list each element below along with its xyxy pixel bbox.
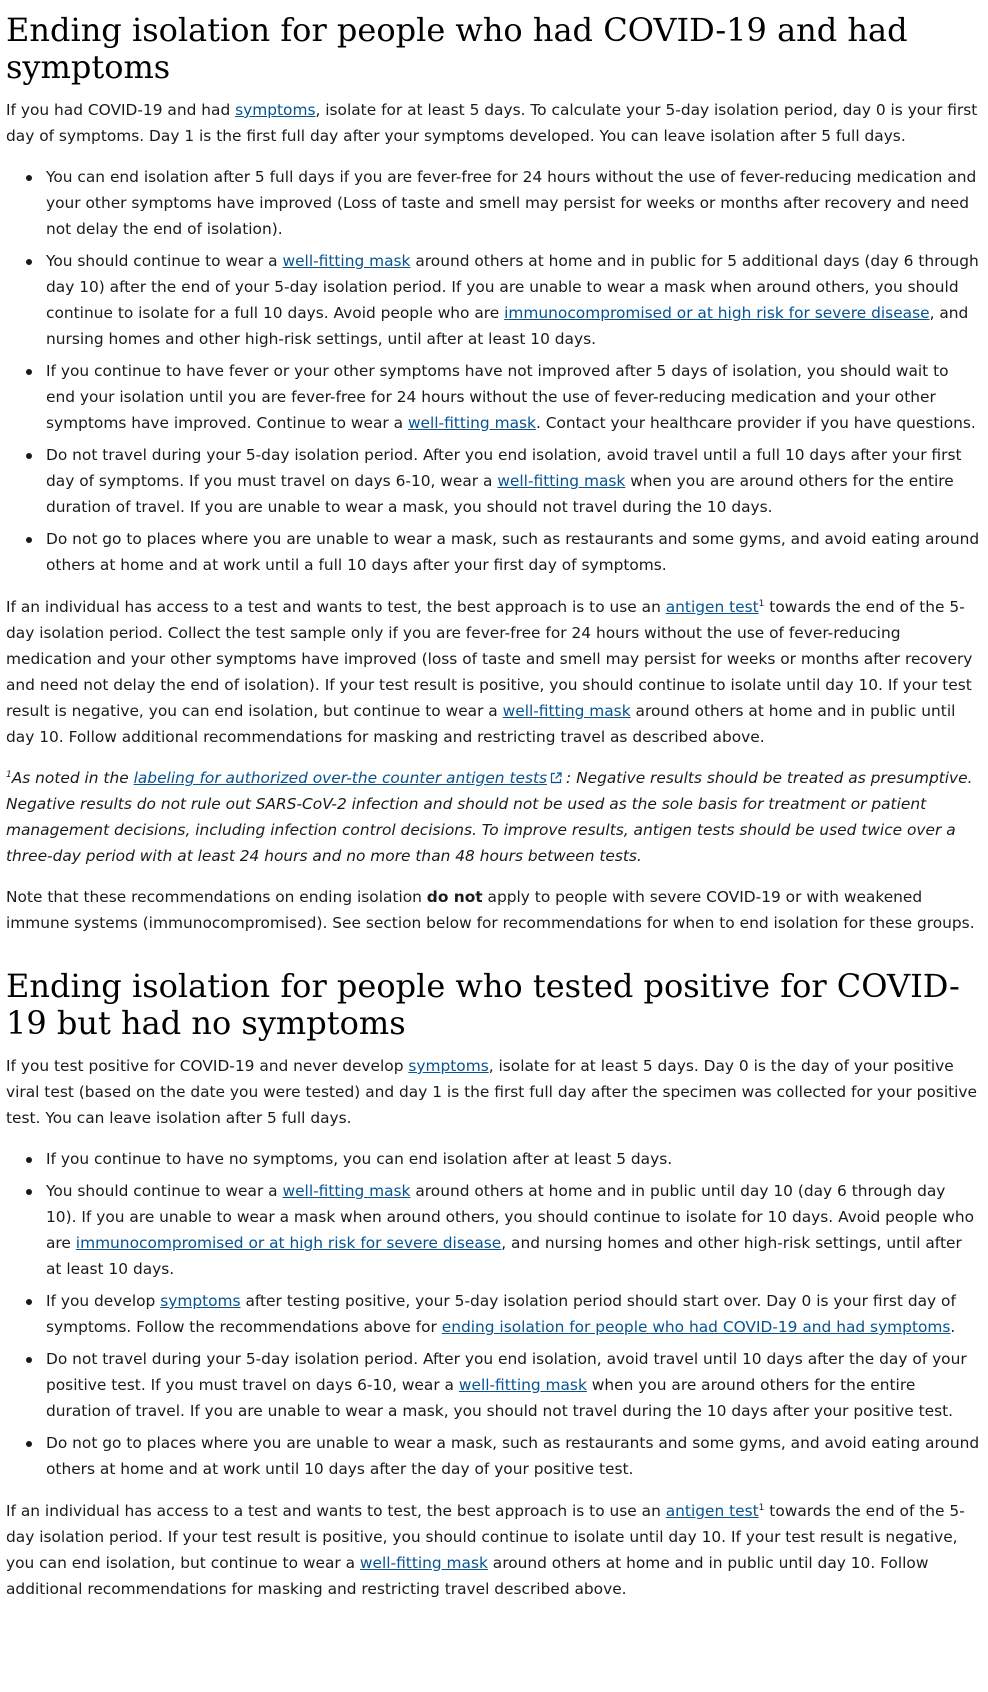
symptoms-link[interactable]: symptoms [408, 1057, 489, 1075]
list-item: If you continue to have no symptoms, you can end isolation after at least 5 days. [6, 1146, 980, 1172]
well-fitting-mask-link[interactable]: well-fitting mask [407, 414, 536, 432]
intro-paragraph-no-symptoms: If you test positive for COVID-19 and never develop symptoms, isolate for at least 5 days. Day 0 is the day of your positive viral test (based on the date you were tested) and day 1 is the first full day after the specimen was collected for your positive test. You can leave isolation after 5 full days. [6, 1057, 977, 1127]
well-fitting-mask-link[interactable]: well-fitting mask [359, 1554, 488, 1572]
external-link-icon [550, 772, 562, 784]
intro-paragraph-symptoms: If you had COVID-19 and had symptoms, isolate for at least 5 days. To calculate your 5-day isolation period, day 0 is your first day of symptoms. Day 1 is the first full day after your symptoms developed. You can leave isolation after 5 full days. [6, 101, 978, 145]
list-item: Do not go to places where you are unable to wear a mask, such as restaurants and some gyms, and avoid eating around others at home and at work until 10 days after the day of your positive test. [6, 1430, 980, 1482]
antigen-test-link[interactable]: antigen test [665, 598, 759, 616]
list-item: You can end isolation after 5 full days if you are fever-free for 24 hours without the use of fever-reducing medication and your other symptoms have improved (Loss of taste and smell may persist for weeks or months after recovery and need not delay the end of isolation). [6, 164, 980, 242]
well-fitting-mask-link[interactable]: well-fitting mask [458, 1376, 587, 1394]
list-item: Do not travel during your 5-day isolation period. After you end isolation, avoid travel until 10 days after the day of your positive test. If you must travel on days 6-10, wear a well-fitting mask when you are around others for the entire duration of travel. If you are unable to wear a mask, you should not travel during the 10 days after your positive test. [6, 1346, 980, 1424]
well-fitting-mask-link[interactable]: well-fitting mask [497, 472, 626, 490]
section-heading-symptoms: Ending isolation for people who had COVID-19 and had symptoms [6, 11, 908, 86]
antigen-labeling-link[interactable]: labeling for authorized over-the counter antigen tests [133, 769, 548, 787]
antigen-test-link[interactable]: antigen test [665, 1502, 759, 1520]
list-item: If you develop symptoms after testing positive, your 5-day isolation period should start over. Day 0 is your first day of symptoms. Follow the recommendations above for ending isolation for people who had COVID-19 and had symptoms. [6, 1288, 980, 1340]
section-heading-no-symptoms: Ending isolation for people who tested positive for COVID-19 but had no symptoms [6, 967, 960, 1042]
list-item: You should continue to wear a well-fitting mask around others at home and in public for 5 additional days (day 6 through day 10) after the end of your 5-day isolation period. If you are unable to wear a mask when around others, you should continue to isolate for a full 10 days. Avoid people who are immunocompromised or at high risk for severe disease, and nursing homes and other high-risk settings, until after at least 10 days. [6, 248, 980, 352]
footnote-paragraph: $^1$As noted in the labeling for authorized over-the counter antigen tests : Negative results should be treated as presumptive. Negative results do not rule out SARS-CoV-2 infection and should not be used as the sole basis for treatment or patient management decisions, including infection control decisions. To improve results, antigen tests should be used twice over a three-day period with at least 24 hours and no more than 48 hours between tests. [6, 769, 973, 865]
list-item: If you continue to have fever or your other symptoms have not improved after 5 days of isolation, you should wait to end your isolation until you are fever-free for 24 hours without the use of fever-reducing medication and your other symptoms have improved. Continue to wear a well-fitting mask. Contact your healthcare provider if you have questions. [6, 358, 980, 436]
ending-isolation-symptoms-link[interactable]: ending isolation for people who had COVID-19 and had symptoms [441, 1318, 951, 1336]
note-paragraph: Note that these recommendations on ending isolation do not apply to people with severe COVID-19 or with weakened immune systems (immunocompromised). See section below for recommendations for when to end isolation for these groups. [6, 888, 975, 932]
list-item: You should continue to wear a well-fitting mask around others at home and in public until day 10 (day 6 through day 10). If you are unable to wear a mask when around others, you should continue to isolate for 10 days. Avoid people who are immunocompromised or at high risk for severe disease, and nursing homes and other high-risk settings, until after at least 10 days. [6, 1178, 980, 1282]
list-item: Do not go to places where you are unable to wear a mask, such as restaurants and some gyms, and avoid eating around others at home and at work until a full 10 days after your first day of symptoms. [6, 526, 980, 578]
symptoms-link[interactable]: symptoms [160, 1292, 241, 1310]
well-fitting-mask-link[interactable]: well-fitting mask [282, 1182, 411, 1200]
testing-paragraph-no-symptoms: If an individual has access to a test and wants to test, the best approach is to use an antigen test$^1$ towards the end of the 5-day isolation period. If your test result is positive, you should continue to isolate until day 10. If your test result is negative, you can end isolation, but continue to wear a well-fitting mask around others at home and in public until day 10. Follow additional recommendations for masking and restricting travel described above. [6, 1502, 965, 1598]
footnote-marker: 1 [6, 770, 12, 780]
footnote-marker: 1 [758, 1503, 765, 1513]
immunocompromised-link[interactable]: immunocompromised or at high risk for severe disease [504, 304, 930, 322]
symptoms-link[interactable]: symptoms [235, 101, 316, 119]
list-item: Do not travel during your 5-day isolation period. After you end isolation, avoid travel until a full 10 days after your first day of symptoms. If you must travel on days 6-10, wear a well-fitting mask when you are around others for the entire duration of travel. If you are unable to wear a mask, you should not travel during the 10 days. [6, 442, 980, 520]
immunocompromised-link[interactable]: immunocompromised or at high risk for severe disease [75, 1234, 502, 1252]
no-symptoms-bullet-list [6, 1146, 980, 1482]
symptoms-bullet-list [6, 164, 980, 578]
well-fitting-mask-link[interactable]: well-fitting mask [282, 252, 411, 270]
footnote-marker: 1 [758, 599, 765, 609]
well-fitting-mask-link[interactable]: well-fitting mask [502, 702, 631, 720]
testing-paragraph-symptoms: If an individual has access to a test and wants to test, the best approach is to use an antigen test$^1$ towards the end of the 5-day isolation period. Collect the test sample only if you are fever-free for 24 hours without the use of fever-reducing medication and your other symptoms have improved (loss of taste and smell may persist for weeks or months after recovery and need not delay the end of isolation). If your test result is positive, you should continue to isolate until day 10. If your test result is negative, you can end isolation, but continue to wear a well-fitting mask around others at home and in public until day 10. Follow additional recommendations for masking and restricting travel as described above. [6, 598, 973, 746]
